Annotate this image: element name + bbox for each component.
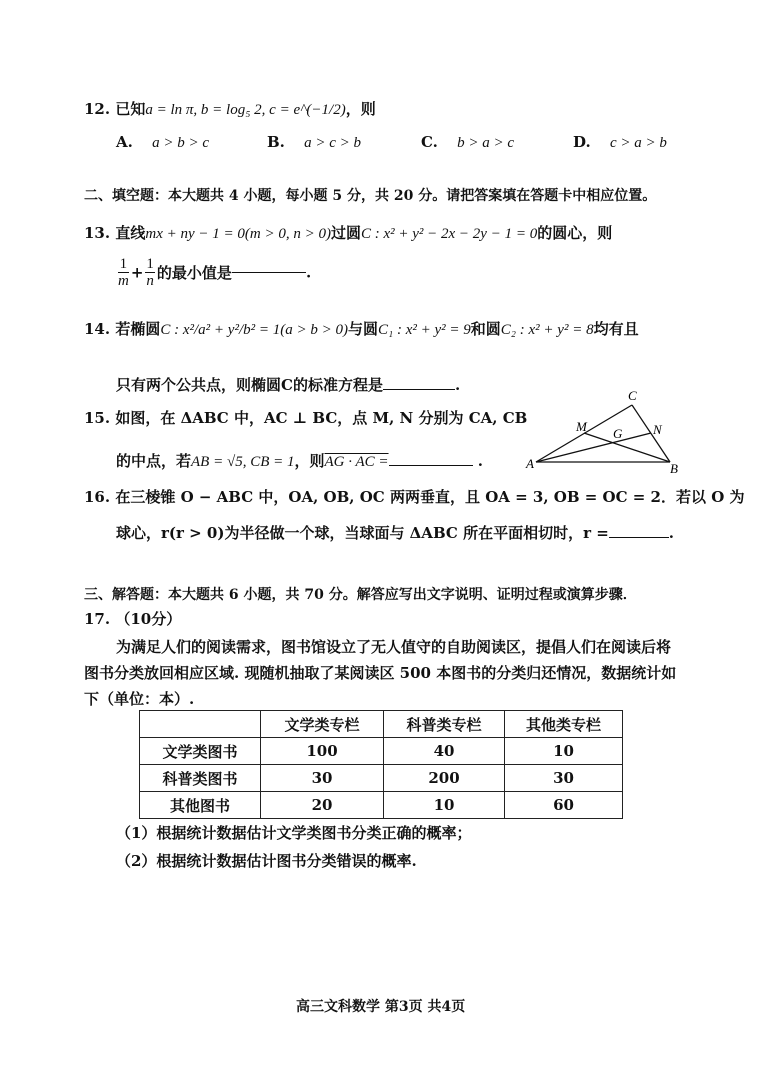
q17-sub-question-2: （2）根据统计数据估计图书分类错误的概率. — [116, 852, 417, 870]
row-label: 文学类图书 — [140, 738, 261, 765]
q17-paragraph-line2: 图书分类放回相应区域. 现随机抽取了某阅读区 500 本图书的分类归还情况，数据统计如 — [84, 664, 677, 682]
table-header-cell: 文学类专栏 — [261, 711, 384, 738]
q14-line1 — [84, 318, 639, 339]
table-row — [140, 765, 623, 792]
q13-math: mx + ny − 1 = 0(m > 0, n > 0) — [145, 226, 331, 242]
table-cell: 10 — [384, 792, 505, 819]
q12-option-b — [267, 133, 361, 152]
table-cell: 200 — [384, 765, 505, 792]
q12-number: 12. — [84, 100, 111, 118]
table-row — [140, 792, 623, 819]
q13-line2: $\frac{1}{m}$ + $\frac{1}{n}$ 的最小值是 . — [118, 256, 312, 289]
table-cell: 20 — [261, 792, 384, 819]
q16-text: 在三棱锥 O − ABC 中，OA, OB, OC 两两垂直，且 OA = 3, OB = OC = 2．若以 O 为 — [115, 488, 745, 506]
q16-line1 — [84, 486, 745, 507]
q13-text: 的最小值是 — [156, 264, 232, 282]
q15-text: 如图，在 ΔABC 中，AC ⊥ BC，点 M, N 分别为 CA, CB — [115, 409, 528, 427]
table-row — [140, 738, 623, 765]
q14-math: C₁ : x² + y² = 9 — [378, 322, 471, 338]
q15-number: 15. — [84, 409, 111, 427]
q14-math: C₂ : x² + y² = 8 — [500, 322, 594, 338]
q14-math: C : x²/a² + y²/b² = 1(a > b > 0) — [160, 322, 348, 338]
q17-sub-question-1: （1）根据统计数据估计文学类图书分类正确的概率； — [116, 824, 472, 842]
q16-number: 16. — [84, 488, 111, 506]
fraction-1-over-m: $\frac{1}{m}$ — [118, 256, 129, 289]
q14-text: 均有且 — [593, 320, 639, 338]
q13-line1 — [84, 222, 612, 243]
section3-heading: 三、解答题：本大题共 6 小题，共 70 分。解答应写出文字说明、证明过程或演算步骤． — [84, 587, 637, 603]
q17-paragraph-line3: 下（单位：本）. — [84, 690, 195, 708]
answer-blank[interactable] — [383, 389, 455, 390]
q16-text: 球心，r(r > 0)为半径做一个球，当球面与 ΔABC 所在平面相切时，r = — [116, 524, 609, 542]
q15-math: AB = √5, CB = 1 — [191, 454, 295, 470]
answer-blank[interactable] — [609, 537, 669, 538]
q17-number: 17. （10分） — [84, 610, 182, 628]
answer-blank[interactable] — [232, 272, 306, 273]
option-text: a > b > c — [152, 135, 210, 151]
q14-text: 和圆 — [470, 320, 501, 338]
q14-text: 只有两个公共点，则椭圆C的标准方程是 — [116, 376, 383, 394]
label-b: B — [670, 461, 678, 476]
table-cell: 10 — [505, 738, 623, 765]
option-text: a > c > b — [304, 135, 362, 151]
table-cell: 60 — [505, 792, 623, 819]
q12-stem — [84, 98, 376, 119]
row-label: 科普类图书 — [140, 765, 261, 792]
triangle-figure — [520, 386, 690, 478]
table-header-cell — [140, 711, 261, 738]
table-cell: 40 — [384, 738, 505, 765]
line-bm — [584, 433, 670, 462]
table-header-cell: 其他类专栏 — [505, 711, 623, 738]
q15-line1 — [84, 407, 527, 428]
label-m: M — [576, 419, 587, 434]
answer-blank[interactable] — [389, 465, 473, 466]
table-header-row — [140, 711, 623, 738]
fraction-1-over-n: $\frac{1}{n}$ — [146, 256, 154, 289]
option-text: b > a > c — [457, 135, 515, 151]
q13-math: C : x² + y² − 2x − 2y − 1 = 0 — [360, 226, 538, 242]
row-label: 其他图书 — [140, 792, 261, 819]
label-g: G — [613, 426, 623, 441]
q12-option-c — [421, 133, 514, 152]
table-cell: 100 — [261, 738, 384, 765]
q15-text: ，则 — [294, 452, 325, 470]
table-header-cell: 科普类专栏 — [384, 711, 505, 738]
label-c: C — [628, 388, 637, 403]
q12-stem-prefix: 已知 — [115, 100, 146, 118]
table-cell: 30 — [261, 765, 384, 792]
q14-line2: 只有两个公共点，则椭圆C的标准方程是 . — [116, 376, 461, 394]
option-text: c > a > b — [609, 135, 667, 151]
q15-line2: 的中点，若AB = √5, CB = 1，则AG · AC = . — [116, 452, 483, 470]
q14-number: 14. — [84, 320, 111, 338]
option-label: B. — [267, 133, 285, 151]
q16-line2: 球心，r(r > 0)为半径做一个球，当球面与 ΔABC 所在平面相切时，r = . — [116, 524, 674, 542]
label-n: N — [653, 422, 662, 437]
q14-text: 若椭圆 — [115, 320, 161, 338]
page-footer: 高三文科数学 第3页 共4页 — [296, 999, 466, 1015]
table-cell: 30 — [505, 765, 623, 792]
q15-vector: AG · AC = — [324, 454, 389, 470]
line-an — [536, 433, 651, 462]
option-label: A. — [116, 133, 133, 151]
q14-text: 与圆 — [347, 320, 378, 338]
label-a: A — [526, 456, 534, 471]
q17-paragraph-line1: 为满足人们的阅读需求，图书馆设立了无人值守的自助阅读区，提倡人们在阅读后将 — [116, 638, 672, 656]
q12-stem-math: a = ln π, b = log₅ 2, c = e^(−1/2) — [145, 102, 346, 118]
q12-stem-suffix: ，则 — [345, 100, 376, 118]
q13-text: 过圆 — [330, 224, 361, 242]
q12-option-a — [116, 133, 209, 152]
q13-text: 的圆心，则 — [537, 224, 613, 242]
section2-heading: 二、填空题：本大题共 4 小题，每小题 5 分，共 20 分。请把答案填在答题卡中相应位置。 — [84, 188, 657, 204]
q12-option-d — [573, 133, 667, 152]
option-label: C. — [421, 133, 438, 151]
statistics-table — [139, 710, 623, 819]
q13-text: 直线 — [115, 224, 146, 242]
q15-text: 的中点，若 — [116, 452, 192, 470]
q13-number: 13. — [84, 224, 111, 242]
option-label: D. — [573, 133, 591, 151]
